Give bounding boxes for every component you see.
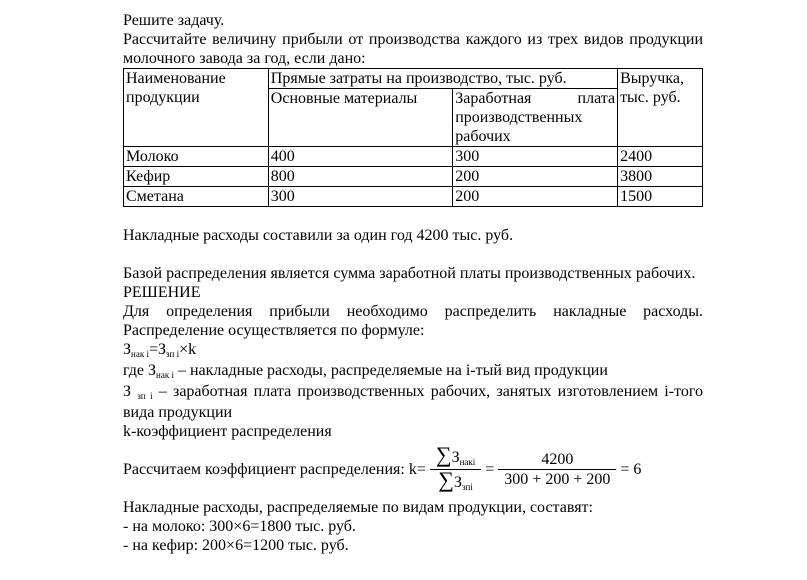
data-table [123, 68, 703, 207]
solution-heading: РЕШЕНИЕ [123, 284, 201, 301]
where-overhead: где $З_{нак i}$ – накладные расходы, распределяемые на i-тый вид продукции [123, 362, 608, 380]
cell-revenue: 3800 [618, 167, 703, 187]
value-fraction: $\frac{4200}{300 + 200 + 200}$ [498, 450, 616, 489]
cell-wages: 200 [453, 187, 618, 207]
cell-revenue: 1500 [618, 187, 703, 207]
where-coefficient: k-коэффициент распределения [123, 423, 332, 440]
sum-fraction: $\frac{\sum З_{накi}}{\sum З_{зпi}}$ [430, 445, 481, 494]
solution-text: Для определения прибыли необходимо распределить накладные расходы. Распределение осуществляется по формуле: [123, 303, 703, 339]
header-materials: Основные материалы [268, 89, 452, 147]
table-row [124, 187, 703, 207]
header-wages: Заработная плата производственных рабочих [453, 89, 618, 147]
cell-revenue: 2400 [618, 147, 703, 167]
distribution-intro: Накладные расходы, распределяемые по видам продукции, составят: [123, 499, 593, 516]
cell-materials: 400 [268, 147, 452, 167]
task-intro: Рассчитайте величину прибыли от производства каждого из трех видов продукции молочного завода за год, если дано: [123, 31, 703, 67]
distribution-milk: - на молоко: 300×6=1800 тыс. руб. [123, 518, 356, 535]
cell-materials: 300 [268, 187, 452, 207]
base-text: Базой распределения является сумма заработной платы производственных рабочих. [123, 265, 696, 282]
cell-materials: 800 [268, 167, 452, 187]
header-direct-costs: Прямые затраты на производство, тыс. руб. [268, 69, 617, 89]
formula: $З_{нак i}=З_{зп i}\times k$ [123, 341, 197, 359]
header-revenue: Выручка, тыс. руб. [618, 69, 703, 147]
overhead-text: Накладные расходы составили за один год 4200 тыс. руб. [123, 227, 514, 244]
where-wages: З $_{зп i}$ – заработная плата производственных рабочих, занятых изготовлением i-того вида продукции [123, 383, 704, 421]
cell-name: Молоко [124, 147, 269, 167]
cell-name: Кефир [124, 167, 269, 187]
cell-wages: 300 [453, 147, 618, 167]
cell-name: Сметана [124, 187, 269, 207]
task-title: Решите задачу. [123, 12, 225, 29]
distribution-kefir: - на кефир: 200×6=1200 тыс. руб. [123, 537, 349, 554]
table-row [124, 167, 703, 187]
cell-wages: 200 [453, 167, 618, 187]
coefficient-calculation: Рассчитаем коэффициент распределения: k = $\frac{\sum З_{накi}}{\sum З_{зпi}}$ = $\frac{4200}{300 + 200 + 200}$ = 6 [123, 442, 642, 492]
document-page [123, 11, 703, 555]
table-row [124, 147, 703, 167]
header-name: Наименование продукции [124, 69, 269, 147]
